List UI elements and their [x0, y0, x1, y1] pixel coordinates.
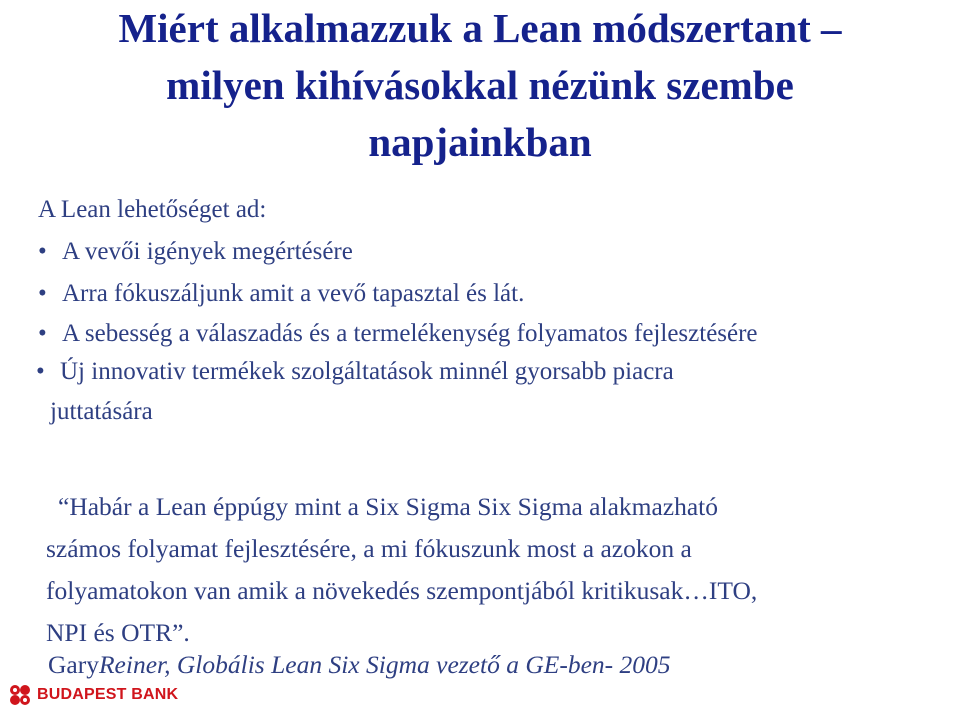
- bullet-marker: •: [38, 320, 47, 347]
- bullet-item-4-text: Új innovativ termékek szolgáltatások minnél gyorsabb piacra: [60, 358, 674, 385]
- slide-title-line-2: milyen kihívásokkal nézünk szembe: [166, 62, 794, 108]
- bullet-item-3-text: A sebesség a válaszadás és a termelékenység folyamatos fejlesztésére: [62, 320, 758, 347]
- quote-attribution: [48, 650, 671, 680]
- budapest-bank-logo-icon: [8, 684, 32, 706]
- slide-title: [20, 0, 940, 171]
- bullet-marker: •: [38, 280, 47, 307]
- intro-text: A Lean lehetőséget ad:: [38, 196, 267, 223]
- bullet-item-2: [38, 280, 524, 308]
- bullet-marker: •: [36, 358, 45, 385]
- bullet-item-4: [36, 358, 674, 386]
- slide-title-line-3: napjainkban: [368, 119, 592, 165]
- attribution-role: Reiner, Globális Lean Six Sigma vezető a GE-ben- 2005: [98, 650, 671, 679]
- bullet-item-3: [38, 320, 758, 348]
- budapest-bank-logo: [8, 684, 178, 706]
- quote-line-1-text: Habár a Lean éppúgy mint a Six Sigma Six Sigma alakmazható: [69, 492, 719, 521]
- quote-line-4: NPI és OTR”.: [46, 618, 190, 647]
- quote-line-1: [46, 486, 757, 528]
- bullet-item-1: [38, 238, 353, 266]
- slide-title-line-1: Miért alkalmazzuk a Lean módszertant –: [118, 5, 842, 51]
- bullet-item-4-continuation: juttatására: [50, 398, 153, 425]
- attribution-author: Gary: [48, 650, 99, 679]
- quote-block: [46, 486, 757, 654]
- quote-line-3: folyamatokon van amik a növekedés szempontjából kritikusak…ITO,: [46, 576, 758, 605]
- bullet-item-1-text: A vevői igények megértésére: [62, 238, 353, 265]
- quote-opening-mark: “: [58, 492, 70, 521]
- bullet-item-2-text: Arra fókuszáljunk amit a vevő tapasztal és lát.: [62, 280, 525, 307]
- bullet-marker: •: [38, 238, 47, 265]
- quote-line-2: számos folyamat fejlesztésére, a mi fókuszunk most a azokon a: [46, 534, 692, 563]
- budapest-bank-logo-text: BUDAPEST BANK: [37, 686, 179, 703]
